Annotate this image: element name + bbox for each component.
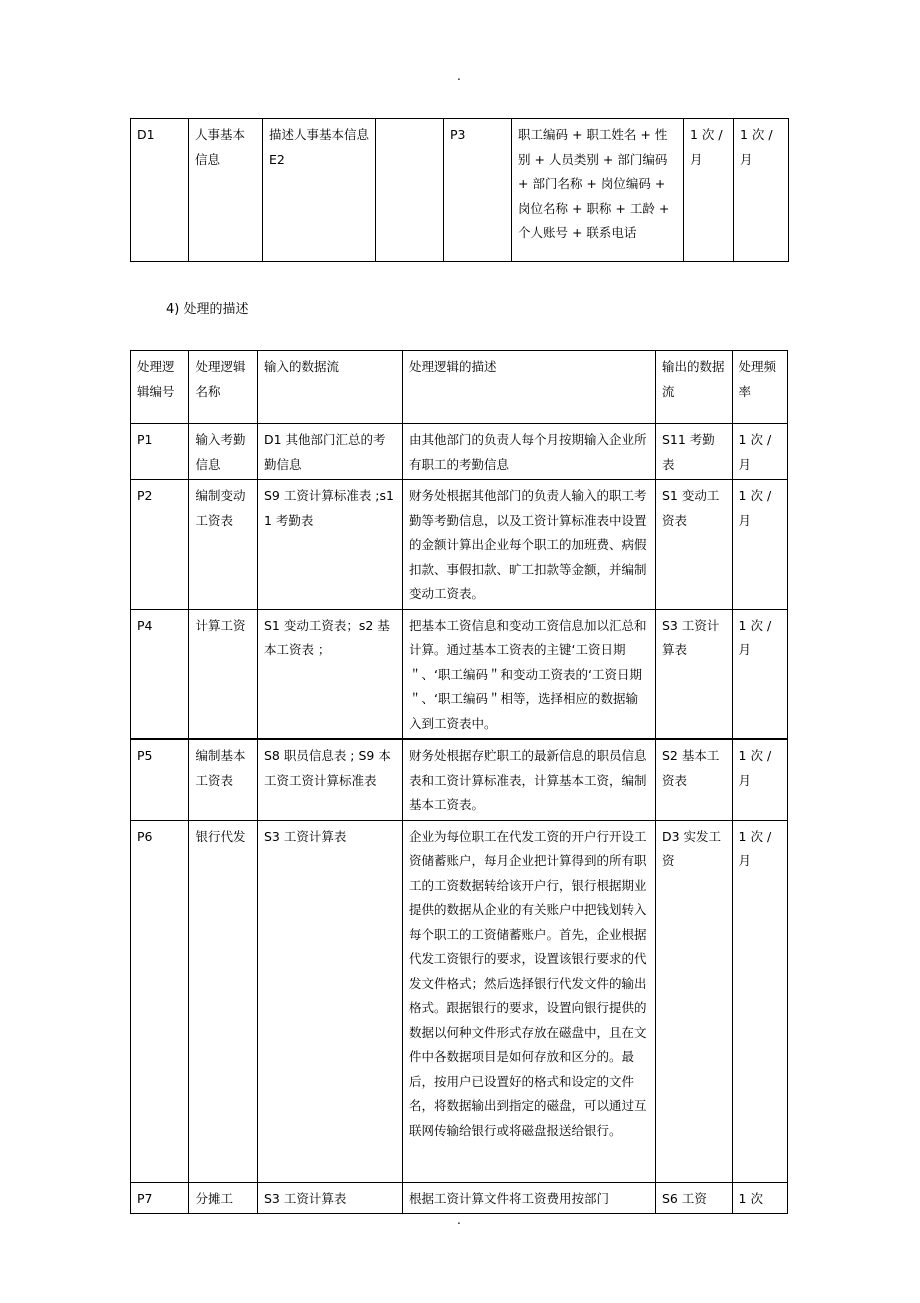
store-id: D1 [131, 119, 189, 262]
store-empty [376, 119, 444, 262]
cell-freq: 1 次 / 月 [732, 820, 787, 1182]
data-store-table [130, 118, 789, 262]
store-dest: P3 [444, 119, 512, 262]
table-row [131, 119, 789, 262]
cell-logic: 根据工资计算文件将工资费用按部门 [403, 1182, 656, 1214]
cell-output: D3 实发工资 [655, 820, 732, 1182]
store-name: 人事基本信息 [189, 119, 263, 262]
table-row [131, 424, 788, 480]
process-description-table [130, 350, 788, 1214]
cell-id: P5 [131, 739, 189, 820]
store-fields: 职工编码 + 职工姓名 + 性别 + 人员类别 + 部门编码 + 部门名称 + 岗位编码 + 岗位名称 + 职称 + 工龄 + 个人账号 + 联系电话 [512, 119, 684, 262]
cell-id: P6 [131, 820, 189, 1182]
cell-id: P2 [131, 480, 189, 610]
cell-logic: 企业为每位职工在代发工资的开户行开设工资储蓄账户，每月企业把计算得到的所有职工的工资数据转给该开户行，银行根据期业提供的数据从企业的有关账户中把钱划转入每个职工的工资储蓄账户。首先，企业根据代发工资银行的要求，设置该银行要求的代发文件格式；然后选择银行代发文件的输出格式。跟据银行的要求，设置向银行提供的数据以何种文件形式存放在磁盘中，且在文件中各数据项目是如何存放和区分的。最后，按用户已设置好的格式和设定的文件名，将数据输出到指定的磁盘，可以通过互联网传输给银行或将磁盘报送给银行。 [403, 820, 656, 1182]
cell-name: 计算工资 [189, 609, 258, 739]
header-input: 输入的数据流 [257, 351, 402, 424]
header-id: 处理逻辑编号 [131, 351, 189, 424]
cell-id: P7 [131, 1182, 189, 1214]
header-logic: 处理逻辑的描述 [403, 351, 656, 424]
table-row [131, 820, 788, 1182]
cell-output: S6 工资 [655, 1182, 732, 1214]
cell-freq: 1 次 / 月 [732, 739, 787, 820]
header-freq: 处理频率 [732, 351, 787, 424]
cell-logic: 由其他部门的负责人每个月按期输入企业所有职工的考勤信息 [403, 424, 656, 480]
cell-logic: 财务处根据存贮职工的最新信息的职员信息表和工资计算标准表，计算基本工资，编制基本工资表。 [403, 739, 656, 820]
store-freq-in: 1 次 / 月 [684, 119, 734, 262]
cell-output: S11 考勤表 [655, 424, 732, 480]
page-marker-top: . [457, 69, 461, 83]
store-freq-out: 1 次 / 月 [734, 119, 789, 262]
cell-id: P4 [131, 609, 189, 739]
cell-freq: 1 次 [732, 1182, 787, 1214]
cell-output: S1 变动工资表 [655, 480, 732, 610]
cell-name: 银行代发 [189, 820, 258, 1182]
cell-logic: 财务处根据其他部门的负责人输入的职工考勤等考勤信息，以及工资计算标准表中设置的金额计算出企业每个职工的加班费、病假扣款、事假扣款、旷工扣款等金额，并编制变动工资表。 [403, 480, 656, 610]
cell-freq: 1 次 / 月 [732, 609, 787, 739]
cell-input: S3 工资计算表 [257, 1182, 402, 1214]
cell-output: S3 工资计算表 [655, 609, 732, 739]
page-marker-bottom: . [457, 1213, 461, 1227]
cell-output: S2 基本工资表 [655, 739, 732, 820]
section-title: 4) 处理的描述 [166, 302, 249, 317]
header-name: 处理逻辑名称 [189, 351, 258, 424]
store-source: E2 [269, 151, 285, 167]
cell-id: P1 [131, 424, 189, 480]
header-output: 输出的数据流 [655, 351, 732, 424]
table-row [131, 480, 788, 610]
cell-input: S1 变动工资表；s2 基本工资表 ； [257, 609, 402, 739]
table-row [131, 609, 788, 739]
cell-freq: 1 次 / 月 [732, 424, 787, 480]
cell-name: 分摊工 [189, 1182, 258, 1214]
table-row [131, 1182, 788, 1214]
store-desc: 描述人事基本信息 E2 [263, 119, 376, 262]
table-row [131, 739, 788, 820]
cell-freq: 1 次 / 月 [732, 480, 787, 610]
table-header-row [131, 351, 788, 424]
cell-name: 编制基本工资表 [189, 739, 258, 820]
cell-input: D1 其他部门汇总的考勤信息 [257, 424, 402, 480]
cell-input: S9 工资计算标准表 ;s11 考勤表 [257, 480, 402, 610]
cell-name: 输入考勤信息 [189, 424, 258, 480]
cell-name: 编制变动工资表 [189, 480, 258, 610]
cell-logic: 把基本工资信息和变动工资信息加以汇总和计算。通过基本工资表的主键‘工资日期＂、‘职工编码＂和变动工资表的‘工资日期＂、‘职工编码＂相等，选择相应的数据输入到工资表中。 [403, 609, 656, 739]
cell-input: S3 工资计算表 [257, 820, 402, 1182]
cell-input: S8 职员信息表 ; S9 本工资工资计算标准表 [257, 739, 402, 820]
